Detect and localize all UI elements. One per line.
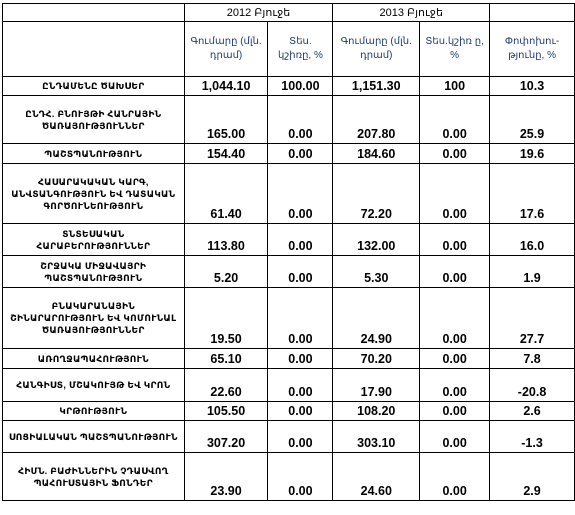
header-year-2012: 2012 Բյուջե <box>184 4 333 22</box>
amount-2013: 70.20 <box>333 349 420 369</box>
row-label: ԲՆԱԿԱՐԱՆԱՅԻՆ ՇԻՆԱՐԱՐՈՒԹՅՈՒՆ ԵՎ ԿՈՄՈՒՆԱԼ ԾԱՌԱՅՈՒԹՅՈՒՆՆԵՐ <box>3 288 185 349</box>
change-percent: 17.6 <box>490 164 575 224</box>
header-share-2012: Տես. կշիռը, % <box>268 22 333 77</box>
share-2012: 0.00 <box>268 349 333 369</box>
share-2013: 0.00 <box>420 369 490 402</box>
change-percent: 16.0 <box>490 224 575 256</box>
change-percent: 10.3 <box>490 77 575 96</box>
amount-2013: 303.10 <box>333 421 420 453</box>
table-row <box>3 256 575 288</box>
table-row <box>3 224 575 256</box>
share-2013: 0.00 <box>420 453 490 501</box>
amount-2012: 113.80 <box>184 224 268 256</box>
share-2012: 0.00 <box>268 144 333 164</box>
amount-2013: 72.20 <box>333 164 420 224</box>
row-label: ՍՈՑԻԱԼԱԿԱՆ ՊԱՇՏՊԱՆՈՒԹՅՈՒՆ <box>3 421 185 453</box>
header-year-row <box>3 4 575 22</box>
change-percent: 27.7 <box>490 288 575 349</box>
row-label: ՀԱՍԱՐԱԿԱԿԱՆ ԿԱՐԳ, ԱՆՎՏԱՆԳՈՒԹՅՈՒՆ ԵՎ ԴԱՏԱԿԱՆ ԳՈՐԾՈՒՆԵՈՒԹՅՈՒՆ <box>3 164 185 224</box>
share-2013: 0.00 <box>420 288 490 349</box>
share-2012: 0.00 <box>268 96 333 144</box>
share-2013: 0.00 <box>420 144 490 164</box>
amount-2013: 5.30 <box>333 256 420 288</box>
amount-2013: 207.80 <box>333 96 420 144</box>
amount-2013: 17.90 <box>333 369 420 402</box>
change-percent: -20.8 <box>490 369 575 402</box>
row-label: ԱՌՈՂՋԱՊԱՀՈՒԹՅՈՒՆ <box>3 349 185 369</box>
table-row <box>3 421 575 453</box>
amount-2013: 184.60 <box>333 144 420 164</box>
share-2012: 0.00 <box>268 453 333 501</box>
row-label: ՀԻՄՆ. ԲԱԺԻՆՆԵՐԻՆ ՉԴԱՍՎՈՂ ՊԱՀՈՒՍՏԱՅԻՆ ՖՈՆԴԵՐ <box>3 453 185 501</box>
header-amount-2013: Գումարը (մլն. դրամ) <box>333 22 420 77</box>
table-row <box>3 349 575 369</box>
change-percent: -1.3 <box>490 421 575 453</box>
table-row <box>3 453 575 501</box>
share-2013: 0.00 <box>420 96 490 144</box>
header-blank-cell <box>3 4 185 22</box>
share-2012: 0.00 <box>268 164 333 224</box>
share-2013: 0.00 <box>420 164 490 224</box>
amount-2012: 22.60 <box>184 369 268 402</box>
share-2013: 100 <box>420 77 490 96</box>
row-label: ԿՐԹՈՒԹՅՈՒՆ <box>3 402 185 421</box>
row-label: ՀԱՆԳԻՍՏ, ՄՇԱԿՈՒՅԹ ԵՎ ԿՐՈՆ <box>3 369 185 402</box>
header-year-2013: 2013 Բյուջե <box>333 4 490 22</box>
header-blank-cell <box>490 4 575 22</box>
change-percent: 7.8 <box>490 349 575 369</box>
header-blank-cell <box>3 22 185 77</box>
share-2013: 0.00 <box>420 349 490 369</box>
amount-2013: 24.60 <box>333 453 420 501</box>
table-row <box>3 144 575 164</box>
budget-table <box>2 3 575 501</box>
change-percent: 25.9 <box>490 96 575 144</box>
share-2012: 0.00 <box>268 224 333 256</box>
share-2012: 0.00 <box>268 369 333 402</box>
amount-2013: 1,151.30 <box>333 77 420 96</box>
amount-2012: 1,044.10 <box>184 77 268 96</box>
amount-2012: 307.20 <box>184 421 268 453</box>
amount-2013: 24.90 <box>333 288 420 349</box>
amount-2012: 61.40 <box>184 164 268 224</box>
amount-2012: 23.90 <box>184 453 268 501</box>
row-label: ԸՆԴԱՄԵՆԸ ԾԱԽՍԵՐ <box>3 77 185 96</box>
share-2013: 0.00 <box>420 256 490 288</box>
amount-2013: 108.20 <box>333 402 420 421</box>
row-label: ՊԱՇՏՊԱՆՈՒԹՅՈՒՆ <box>3 144 185 164</box>
share-2013: 0.00 <box>420 421 490 453</box>
amount-2012: 5.20 <box>184 256 268 288</box>
amount-2013: 132.00 <box>333 224 420 256</box>
header-change: Փոփոխու- թյունը, % <box>490 22 575 77</box>
amount-2012: 65.10 <box>184 349 268 369</box>
row-label: ՏՆՏԵՍԱԿԱՆ ՀԱՐԱԲԵՐՈՒԹՅՈՒՆՆԵՐ <box>3 224 185 256</box>
header-share-2013: Տես.կշիռ ը, % <box>420 22 490 77</box>
table-row <box>3 164 575 224</box>
change-percent: 1.9 <box>490 256 575 288</box>
table-row <box>3 288 575 349</box>
row-label: ՇՐՋԱԿԱ ՄԻՋԱՎԱՅՐԻ ՊԱՇՏՊԱՆՈՒԹՅՈՒՆ <box>3 256 185 288</box>
table-row <box>3 96 575 144</box>
amount-2012: 19.50 <box>184 288 268 349</box>
share-2012: 0.00 <box>268 421 333 453</box>
table-row <box>3 369 575 402</box>
row-label: ԸՆԴՀ. ԲՆՈՒՅԹԻ ՀԱՆՐԱՅԻՆ ԾԱՌԱՅՈՒԹՅՈՒՆՆԵՐ <box>3 96 185 144</box>
amount-2012: 154.40 <box>184 144 268 164</box>
table-row <box>3 402 575 421</box>
change-percent: 2.9 <box>490 453 575 501</box>
share-2013: 0.00 <box>420 224 490 256</box>
share-2012: 100.00 <box>268 77 333 96</box>
share-2012: 0.00 <box>268 288 333 349</box>
amount-2012: 105.50 <box>184 402 268 421</box>
share-2012: 0.00 <box>268 402 333 421</box>
table-row <box>3 77 575 96</box>
header-amount-2012: Գումարը (մլն. դրամ) <box>184 22 268 77</box>
change-percent: 2.6 <box>490 402 575 421</box>
share-2013: 0.00 <box>420 402 490 421</box>
amount-2012: 165.00 <box>184 96 268 144</box>
share-2012: 0.00 <box>268 256 333 288</box>
change-percent: 19.6 <box>490 144 575 164</box>
header-column-row <box>3 22 575 77</box>
